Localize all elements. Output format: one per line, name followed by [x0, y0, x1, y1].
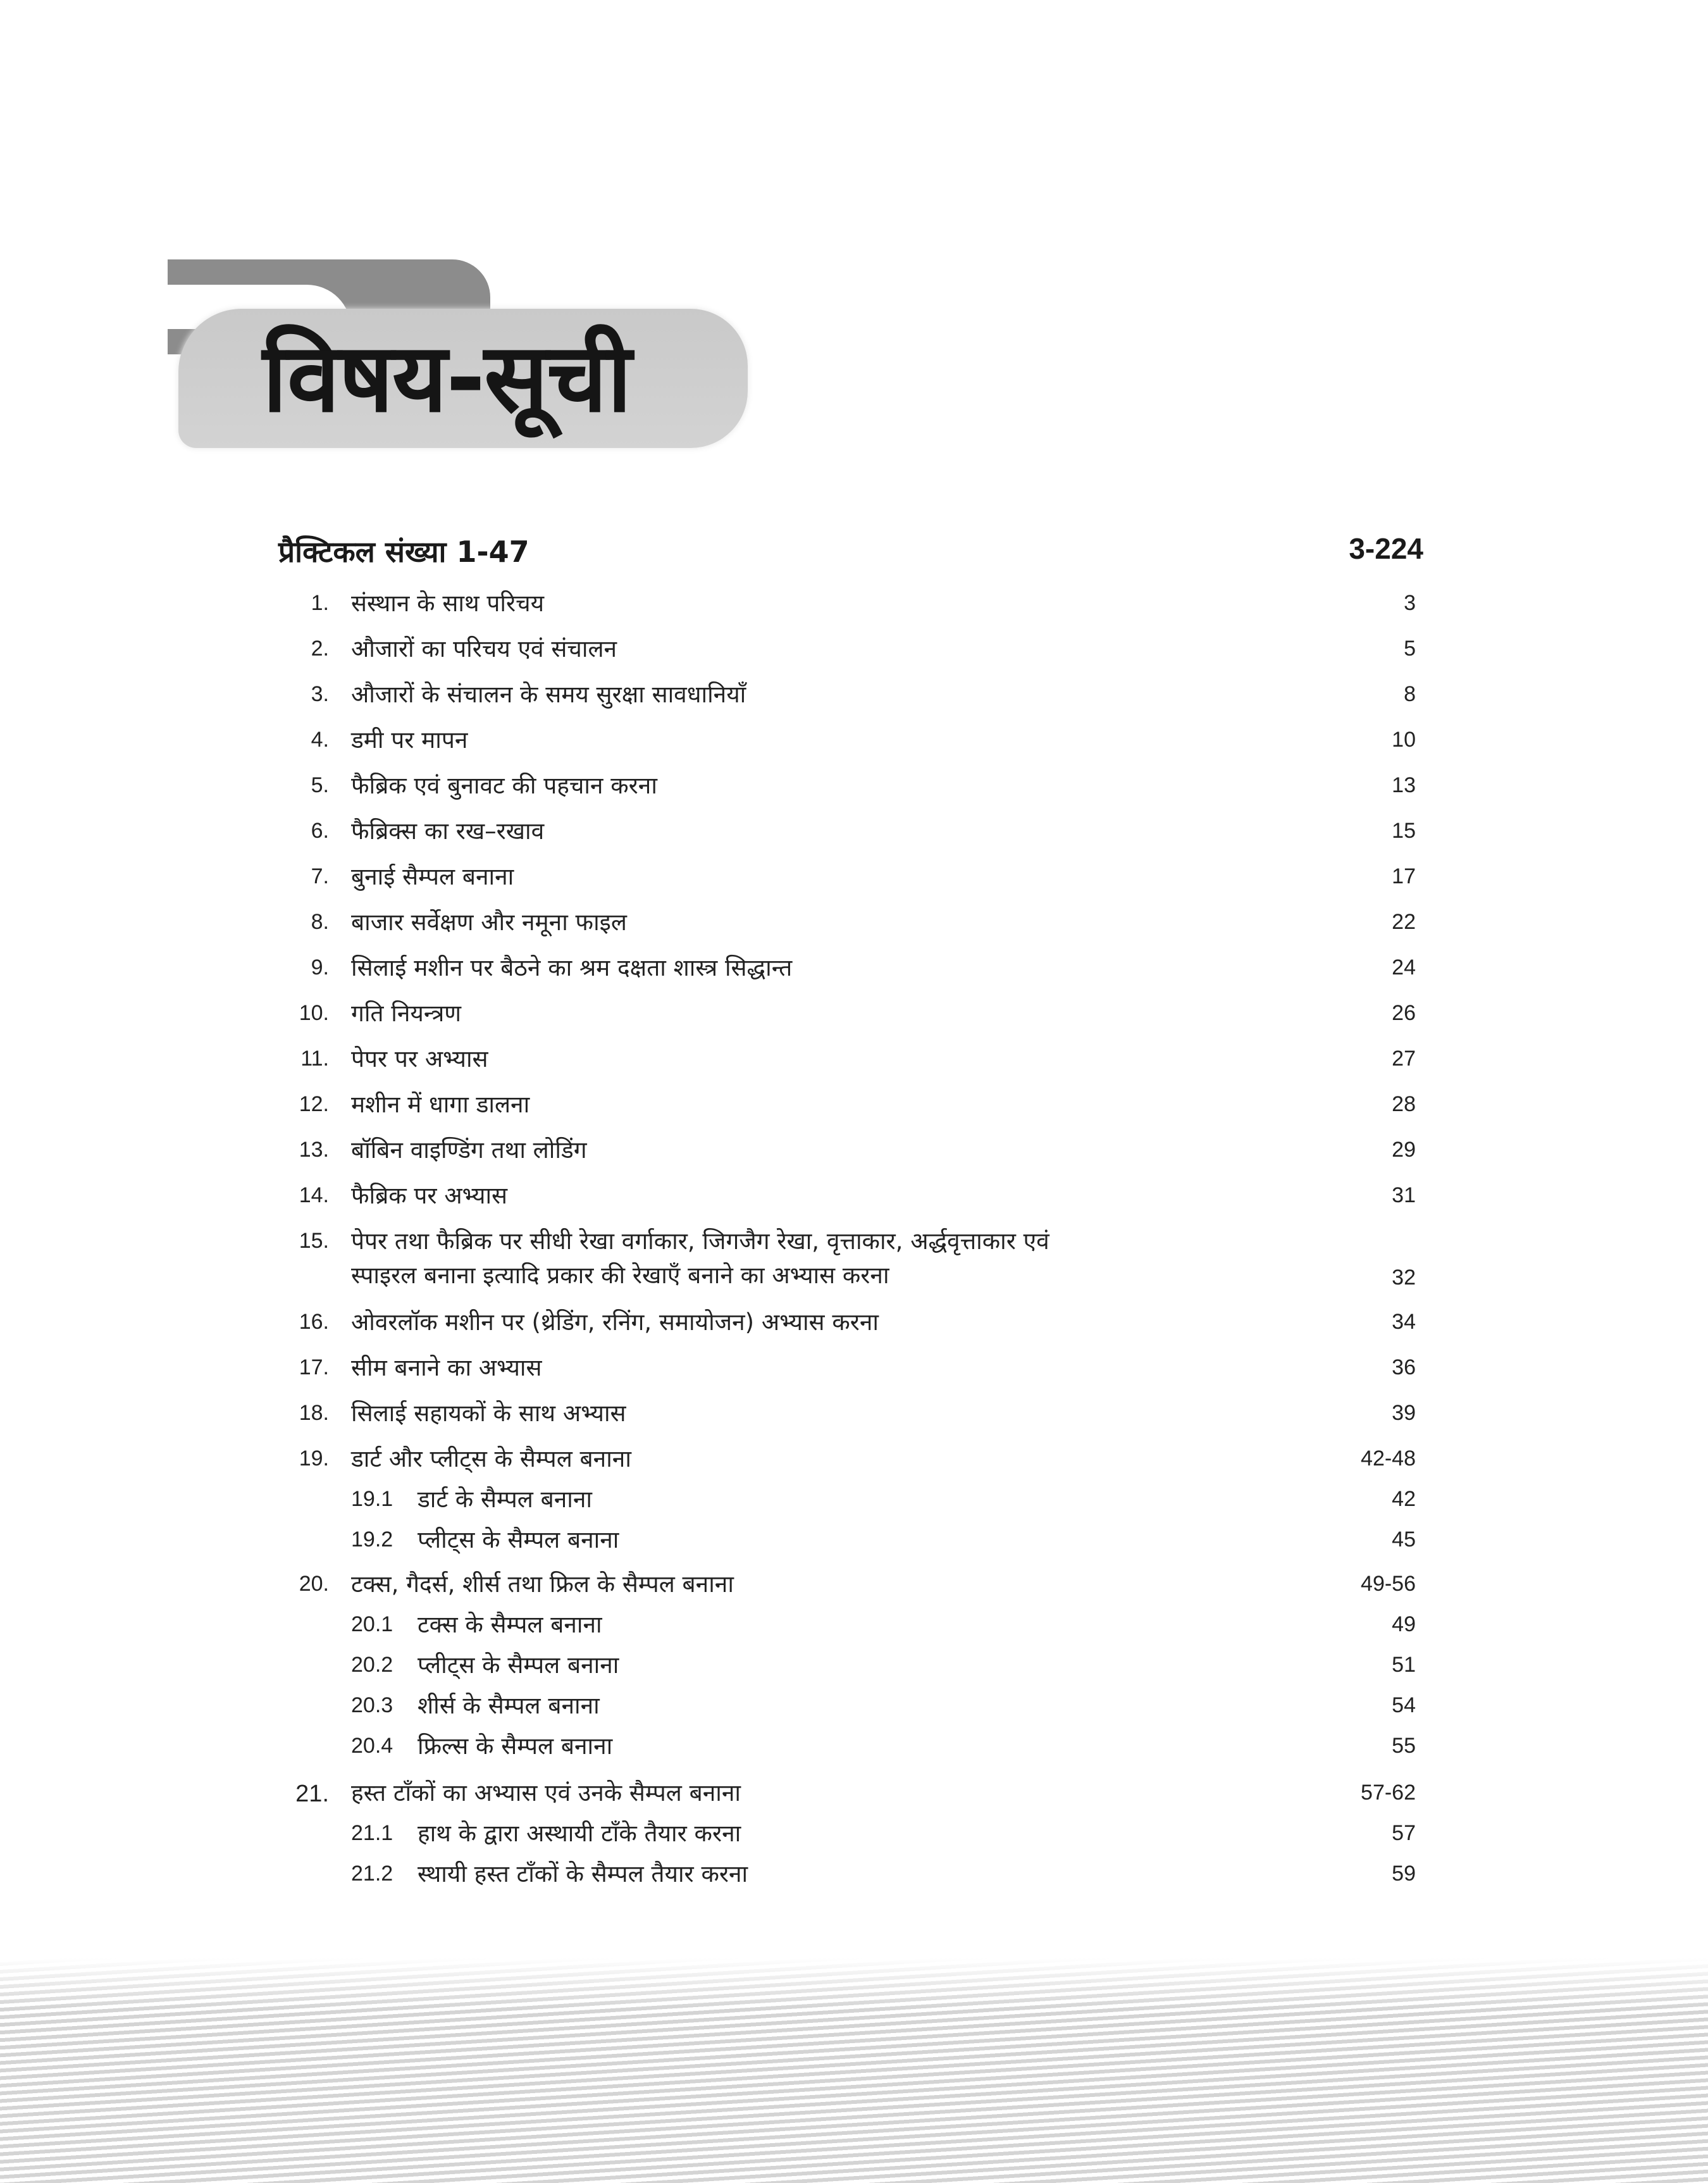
item-title: गति नियन्त्रण — [351, 1000, 462, 1027]
toc-subitem-19-1[interactable] — [0, 1479, 1708, 1517]
item-page: 29 — [1392, 1138, 1416, 1162]
toc-item-13[interactable] — [0, 1130, 1708, 1168]
item-title: औजारों का परिचय एवं संचालन — [351, 635, 617, 662]
toc-subitem-21-1[interactable] — [0, 1813, 1708, 1851]
item-number: 5. — [311, 773, 329, 797]
item-page: 49 — [1392, 1612, 1416, 1636]
item-number: 16. — [299, 1310, 329, 1334]
item-title: पेपर तथा फैब्रिक पर सीधी रेखा वर्गाकार, जिगजैग रेखा, वृत्ताकार, अर्द्धवृत्ताकार एवं — [351, 1228, 1049, 1255]
toc-item-15[interactable] — [0, 1221, 1708, 1297]
section-heading — [278, 532, 1423, 569]
item-number: 19.2 — [351, 1527, 393, 1552]
item-page: 15 — [1392, 819, 1416, 843]
item-title: संस्थान के साथ परिचय — [351, 590, 545, 617]
toc-item-2[interactable] — [0, 629, 1708, 667]
item-page: 51 — [1392, 1653, 1416, 1677]
toc-subitem-21-2[interactable] — [0, 1854, 1708, 1892]
item-title: औजारों के संचालन के समय सुरक्षा सावधानियाँ — [351, 681, 746, 708]
item-title: स्थायी हस्त टाँकों के सैम्पल तैयार करना — [418, 1860, 748, 1888]
item-page: 45 — [1392, 1527, 1416, 1552]
item-number: 13. — [299, 1138, 329, 1162]
item-page: 59 — [1392, 1862, 1416, 1886]
item-number: 6. — [311, 819, 329, 843]
item-page: 24 — [1392, 955, 1416, 980]
toc-item-5[interactable] — [0, 766, 1708, 804]
item-number: 9. — [311, 955, 329, 980]
item-page: 8 — [1404, 682, 1416, 706]
item-number: 18. — [299, 1401, 329, 1425]
item-page: 36 — [1392, 1355, 1416, 1379]
toc-item-3[interactable] — [0, 675, 1708, 712]
item-page: 3 — [1404, 591, 1416, 615]
item-title: हाथ के द्वारा अस्थायी टाँके तैयार करना — [418, 1820, 741, 1847]
item-number: 3. — [311, 682, 329, 706]
item-number: 17. — [299, 1355, 329, 1379]
toc-item-4[interactable] — [0, 720, 1708, 758]
toc-subitem-20-2[interactable] — [0, 1645, 1708, 1683]
item-title: सिलाई सहायकों के साथ अभ्यास — [351, 1400, 626, 1427]
item-number: 10. — [299, 1001, 329, 1025]
item-title: बॉबिन वाइण्डिंग तथा लोडिंग — [351, 1136, 587, 1164]
toc-item-20[interactable] — [0, 1564, 1708, 1602]
toc-item-6[interactable] — [0, 811, 1708, 849]
item-title: ओवरलॉक मशीन पर (थ्रेडिंग, रनिंग, समायोजन) अभ्यास करना — [351, 1309, 879, 1336]
item-title: पेपर पर अभ्यास — [351, 1045, 488, 1073]
item-title: हस्त टाँकों का अभ्यास एवं उनके सैम्पल बनाना — [351, 1779, 741, 1807]
item-title: सीम बनाने का अभ्यास — [351, 1354, 542, 1381]
item-title: डमी पर मापन — [351, 726, 468, 754]
item-page: 27 — [1392, 1047, 1416, 1071]
toc-subitem-20-4[interactable] — [0, 1726, 1708, 1764]
item-number: 4. — [311, 728, 329, 752]
section-title: प्रैक्टिकल संख्या 1-47 — [278, 535, 529, 569]
item-page: 32 — [1392, 1266, 1416, 1290]
item-title: टक्स, गैदर्स, शीर्स तथा फ्रिल के सैम्पल बनाना — [351, 1570, 734, 1598]
item-title: प्लीट्स के सैम्पल बनाना — [418, 1651, 619, 1679]
item-number: 14. — [299, 1183, 329, 1207]
item-page: 34 — [1392, 1310, 1416, 1334]
toc-item-11[interactable] — [0, 1039, 1708, 1077]
item-page: 22 — [1392, 910, 1416, 934]
item-number: 11. — [300, 1047, 329, 1071]
item-page: 10 — [1392, 728, 1416, 752]
toc-item-12[interactable] — [0, 1085, 1708, 1123]
toc-item-18[interactable] — [0, 1393, 1708, 1431]
toc-item-14[interactable] — [0, 1176, 1708, 1214]
item-title-line-2: स्पाइरल बनाना इत्यादि प्रकार की रेखाएँ बनाने का अभ्यास करना — [351, 1262, 889, 1289]
item-title: फ्रिल्स के सैम्पल बनाना — [418, 1732, 613, 1760]
item-title: प्लीट्स के सैम्पल बनाना — [418, 1526, 619, 1553]
toc-item-1[interactable] — [0, 583, 1708, 621]
item-number: 12. — [299, 1092, 329, 1116]
item-title: फैब्रिक पर अभ्यास — [351, 1182, 508, 1209]
toc-subitem-19-2[interactable] — [0, 1520, 1708, 1558]
item-page: 13 — [1392, 773, 1416, 797]
page-title: विषय-सूची — [263, 323, 631, 433]
item-number: 20.2 — [351, 1653, 393, 1677]
toc-subitem-20-1[interactable] — [0, 1605, 1708, 1643]
item-number: 20.3 — [351, 1693, 393, 1717]
item-page: 42 — [1392, 1487, 1416, 1511]
item-title: डार्ट और प्लीट्स के सैम्पल बनाना — [351, 1445, 631, 1472]
item-title: सिलाई मशीन पर बैठने का श्रम दक्षता शास्त्र सिद्धान्त — [351, 954, 793, 981]
item-page: 28 — [1392, 1092, 1416, 1116]
item-number: 15. — [299, 1229, 329, 1253]
item-number: 21.1 — [351, 1821, 393, 1845]
item-page: 31 — [1392, 1183, 1416, 1207]
item-number: 19.1 — [351, 1487, 393, 1511]
section-pages: 3-224 — [1349, 532, 1423, 565]
item-page: 57-62 — [1361, 1781, 1416, 1805]
item-page: 55 — [1392, 1734, 1416, 1758]
item-number: 21. — [295, 1781, 329, 1807]
item-title: डार्ट के सैम्पल बनाना — [418, 1486, 593, 1513]
item-page: 5 — [1404, 637, 1416, 661]
item-title: बुनाई सैम्पल बनाना — [351, 863, 514, 890]
item-page: 17 — [1392, 864, 1416, 888]
item-title: फैब्रिक्स का रख–रखाव — [351, 818, 545, 845]
item-page: 57 — [1392, 1821, 1416, 1845]
item-number: 20.4 — [351, 1734, 393, 1758]
item-number: 21.2 — [351, 1862, 393, 1886]
toc-item-17[interactable] — [0, 1348, 1708, 1386]
toc-item-16[interactable] — [0, 1302, 1708, 1340]
item-title: टक्स के सैम्पल बनाना — [418, 1611, 602, 1638]
item-page: 49-56 — [1361, 1572, 1416, 1596]
item-page: 26 — [1392, 1001, 1416, 1025]
toc-item-21[interactable] — [0, 1773, 1708, 1811]
item-title: मशीन में धागा डालना — [351, 1091, 530, 1118]
item-page: 54 — [1392, 1693, 1416, 1717]
item-number: 7. — [311, 864, 329, 888]
item-title: शीर्स के सैम्पल बनाना — [418, 1692, 600, 1719]
toc-subitem-20-3[interactable] — [0, 1686, 1708, 1724]
item-number: 19. — [299, 1446, 329, 1471]
item-number: 20. — [299, 1572, 329, 1596]
toc-item-9[interactable] — [0, 948, 1708, 986]
toc-item-10[interactable] — [0, 993, 1708, 1031]
item-number: 8. — [311, 910, 329, 934]
item-page: 42-48 — [1361, 1446, 1416, 1471]
toc-item-7[interactable] — [0, 857, 1708, 895]
item-title: बाजार सर्वेक्षण और नमूना फाइल — [351, 909, 627, 936]
item-title: फैब्रिक एवं बुनावट की पहचान करना — [351, 772, 657, 799]
item-number: 2. — [311, 637, 329, 661]
toc-item-8[interactable] — [0, 902, 1708, 940]
toc-item-19[interactable] — [0, 1439, 1708, 1477]
stripes-fade — [0, 1958, 1708, 2009]
item-number: 20.1 — [351, 1612, 393, 1636]
item-number: 1. — [311, 591, 329, 615]
item-page: 39 — [1392, 1401, 1416, 1425]
